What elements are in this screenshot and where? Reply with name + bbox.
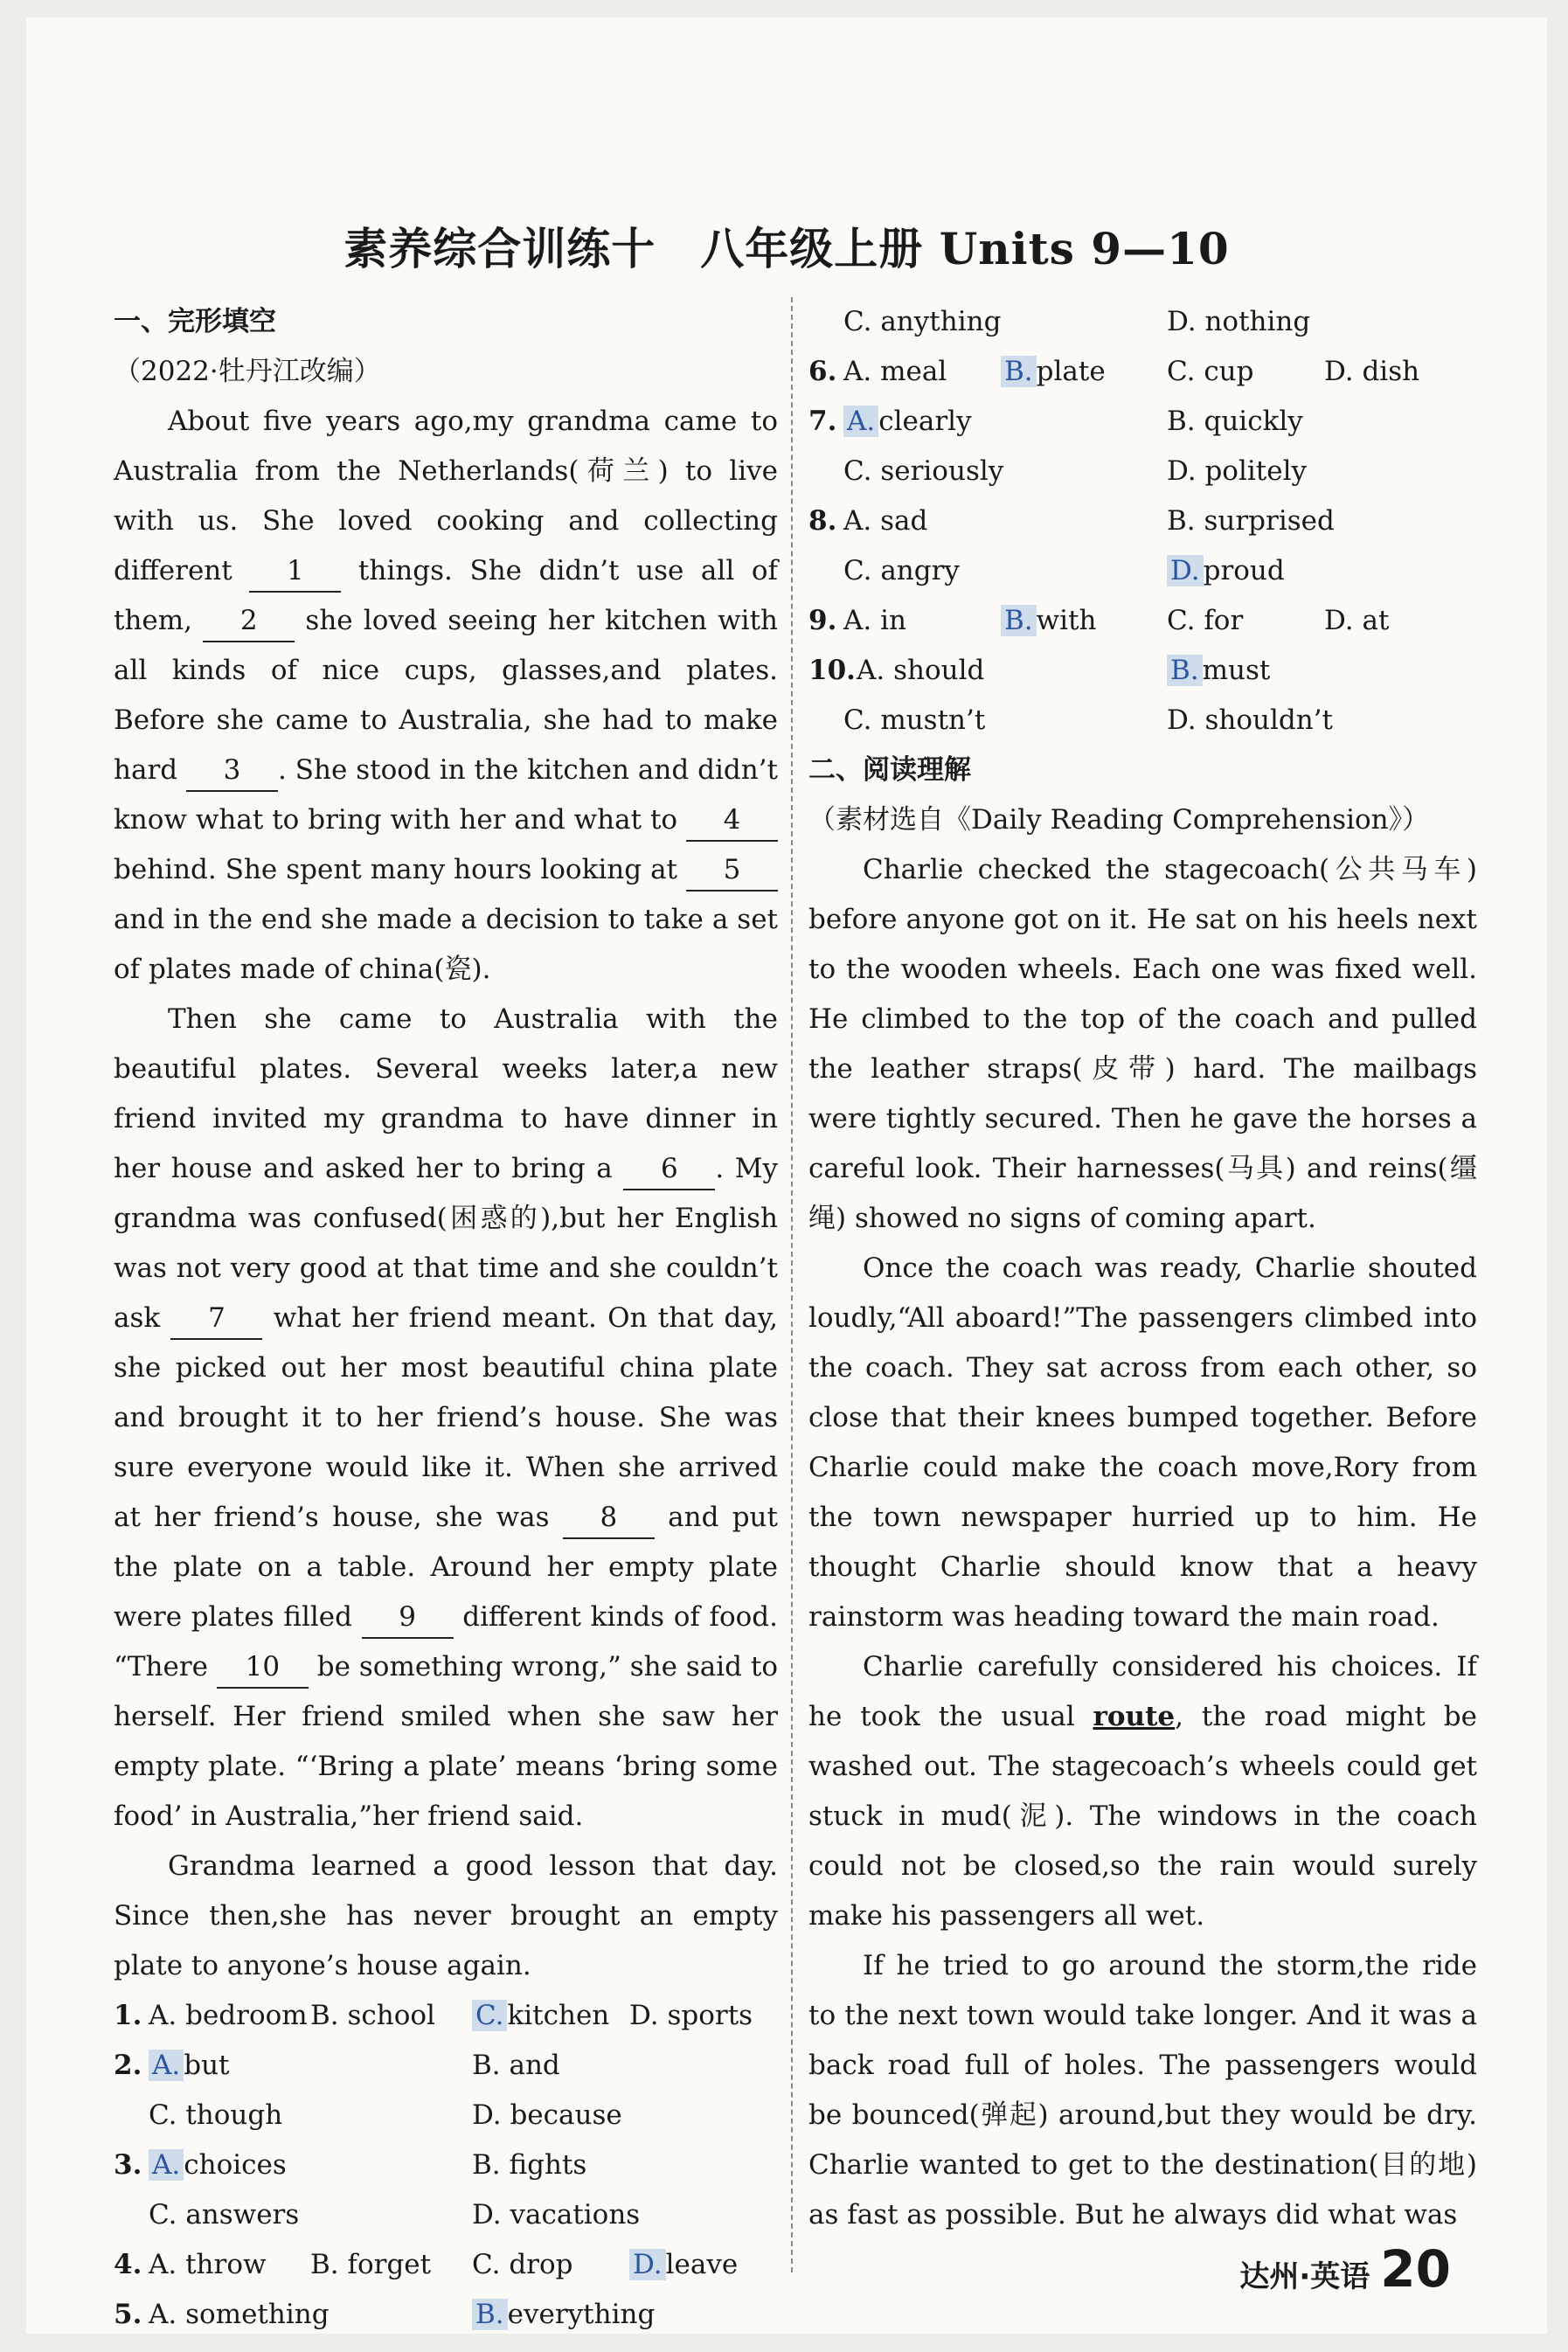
- section-reading-heading: 二、阅读理解: [808, 754, 971, 786]
- option-c: C. mustn’t: [843, 704, 986, 736]
- question-9: 9. A. in B. with C. for D. at: [808, 596, 1477, 646]
- reading-source: （素材选自《Daily Reading Comprehension》）: [808, 804, 1430, 836]
- option-a: A. in: [843, 605, 906, 636]
- underlined-word-route: route: [1093, 1701, 1176, 1732]
- question-8-row-2: [808, 546, 1477, 596]
- answer-mark: A.: [149, 2050, 184, 2081]
- question-3: 3. A. choices B. fights: [114, 2140, 778, 2190]
- option-a: A. meal: [843, 356, 947, 387]
- answer-mark: D.: [629, 2249, 666, 2280]
- cloze-paragraph-1: About five years ago,my grandma came to Australia from the Netherlands(荷兰) to live with us. She loved cooking and collecting different 1 things. She didn’t use all of them, 2 she loved seeing her kitchen with all kinds of nice cups, glasses,and plates. Before she came to Australia, she had to make hard 3 . She stood in the kitchen and didn’t know what to bring with her and what to 4 behind. She spent many hours looking at 5 and in the end she made a decision to take a set of plates made of china(瓷).: [114, 406, 779, 985]
- option-b: B. must: [1167, 646, 1270, 696]
- answer-mark: B.: [472, 2299, 508, 2330]
- option-b: B. with: [1001, 596, 1167, 646]
- blank-5: 5: [686, 850, 778, 892]
- option-c: C. kitchen: [472, 1991, 629, 2041]
- question-3-row-2: [114, 2190, 778, 2240]
- reading-paragraph-3: Charlie carefully considered his choices. If he took the usual route, the road might be washed out. The stagecoach’s wheels could get stuck in mud(泥). The windows in the coach could not be closed,so the rain would surely make his passengers all wet.: [808, 1651, 1477, 1932]
- option-a: A. something: [149, 2299, 330, 2330]
- option-d: D. vacations: [472, 2199, 641, 2231]
- blank-7: 7: [170, 1298, 262, 1340]
- page-title: 素养综合训练十 八年级上册 Units 9—10: [343, 223, 1230, 274]
- page: [26, 17, 1547, 2334]
- option-c: C. drop: [472, 2249, 573, 2280]
- column-divider: [791, 297, 793, 2272]
- section-cloze-heading: 一、完形填空: [114, 306, 276, 337]
- option-d: D. at: [1324, 605, 1390, 636]
- left-column: [114, 297, 778, 2340]
- answer-mark: A.: [149, 2149, 184, 2181]
- question-2-row-2: [114, 2091, 778, 2140]
- blank-9: 9: [362, 1597, 454, 1639]
- option-c: C. angry: [843, 555, 960, 586]
- question-7-row-2: [808, 447, 1477, 496]
- question-5-row-2: [808, 297, 1477, 347]
- answer-mark: B.: [1167, 655, 1203, 686]
- blank-1: 1: [249, 551, 341, 593]
- blank-10: 10: [217, 1647, 309, 1689]
- option-d: D. sports: [629, 2000, 753, 2031]
- cloze-paragraph-2: Then she came to Australia with the beautiful plates. Several weeks later,a new friend invited my grandma to have dinner in her house and asked her to bring a 6 . My grandma was confused(困惑的),but her English was not very good at that time and she couldn’t ask 7 what her friend meant. On that day, she picked out her most beautiful china plate and brought it to her friend’s house. She was sure everyone would like it. When she arrived at her friend’s house, she was 8 and put the plate on a table. Around her empty plate were plates filled 9 different kinds of food. “There 10 be something wrong,” she said to herself. Her friend smiled when she saw her empty plate. “‘Bring a plate’ means ‘bring some food’ in Australia,”her friend said.: [114, 1003, 778, 1832]
- right-column: [808, 297, 1477, 2240]
- blank-2: 2: [203, 600, 295, 642]
- blank-6: 6: [623, 1148, 715, 1190]
- page-footer: [1239, 2239, 1451, 2299]
- option-b: B. forget: [310, 2249, 432, 2280]
- option-c: C. answers: [149, 2199, 300, 2231]
- option-c: C. cup: [1167, 356, 1254, 387]
- cloze-paragraph-3: Grandma learned a good lesson that day. Since then,she has never brought an empty plate to anyone’s house again.: [114, 1850, 778, 1981]
- blank-3: 3: [186, 750, 278, 792]
- question-10-row-2: [808, 696, 1477, 746]
- cloze-source: （2022·牡丹江改编）: [114, 356, 381, 387]
- reading-paragraph-4: If he tried to go around the storm,the ride to the next town would take longer. And it was a back road full of holes. The passengers would be bounced(弹起) around,but they would be dry. Charlie wanted to get to the destination(目的地) as fast as possible. But he always did what was: [808, 1950, 1477, 2231]
- option-d: D. dish: [1324, 356, 1420, 387]
- option-a: A. choices: [149, 2140, 472, 2190]
- option-d: D. politely: [1167, 455, 1308, 487]
- question-1: 1. A. bedroom B. school C. kitchen D. sports: [114, 1991, 778, 2041]
- question-10: 10. A. should B. must: [808, 646, 1477, 696]
- option-c: C. for: [1167, 605, 1244, 636]
- question-5: 5. A. something B. everything: [114, 2290, 778, 2340]
- answer-mark: B.: [1001, 605, 1037, 636]
- option-b: B. plate: [1001, 347, 1167, 397]
- option-d: D. proud: [1167, 546, 1285, 596]
- option-d: D. nothing: [1167, 306, 1311, 337]
- option-b: B. everything: [472, 2290, 655, 2340]
- option-c: C. though: [149, 2099, 283, 2131]
- option-b: B. school: [310, 2000, 435, 2031]
- blank-4: 4: [686, 800, 778, 842]
- reading-paragraph-1: Charlie checked the stagecoach(公共马车) before anyone got on it. He sat on his heels next to the wooden wheels. Each one was fixed well. He climbed to the top of the coach and pulled the leather straps(皮带) hard. The mailbags were tightly secured. Then he gave the horses a careful look. Their harnesses(马具) and reins(缰绳) showed no signs of coming apart.: [808, 854, 1477, 1234]
- option-c: C. anything: [843, 306, 1002, 337]
- option-a: A. throw: [149, 2249, 267, 2280]
- option-c: C. seriously: [843, 455, 1004, 487]
- option-d: D. shouldn’t: [1167, 704, 1333, 736]
- question-6: 6. A. meal B. plate C. cup D. dish: [808, 347, 1477, 397]
- footer-brand: 达州·英语: [1239, 2259, 1370, 2294]
- answer-mark: A.: [843, 406, 878, 437]
- option-b: B. and: [472, 2050, 560, 2081]
- reading-paragraph-2: Once the coach was ready, Charlie shouted loudly,“All aboard!”The passengers climbed into the coach. They sat across from each other, so close that their knees bumped together. Before Charlie could make the coach move,Rory from the town newspaper hurried up to him. He thought Charlie should know that a heavy rainstorm was heading toward the main road.: [808, 1252, 1477, 1633]
- answer-mark: C.: [472, 2000, 507, 2031]
- option-a: A. should: [857, 655, 985, 686]
- option-a: A. sad: [843, 505, 928, 537]
- question-4: 4. A. throw B. forget C. drop D. leave: [114, 2240, 778, 2290]
- option-b: B. quickly: [1167, 406, 1303, 437]
- blank-8: 8: [563, 1497, 655, 1539]
- option-d: D. because: [472, 2099, 622, 2131]
- option-b: B. surprised: [1167, 505, 1335, 537]
- option-a: A. clearly: [843, 397, 1167, 447]
- option-a: A. bedroom: [149, 2000, 308, 2031]
- answer-mark: D.: [1167, 555, 1204, 586]
- option-a: A. but: [149, 2041, 472, 2091]
- question-8: 8. A. sad B. surprised: [808, 496, 1477, 546]
- question-7: 7. A. clearly B. quickly: [808, 397, 1477, 447]
- page-number: 20: [1380, 2239, 1451, 2299]
- question-2: 2. A. but B. and: [114, 2041, 778, 2091]
- option-b: B. fights: [472, 2149, 587, 2181]
- answer-mark: B.: [1001, 356, 1037, 387]
- option-d: D. leave: [629, 2240, 738, 2290]
